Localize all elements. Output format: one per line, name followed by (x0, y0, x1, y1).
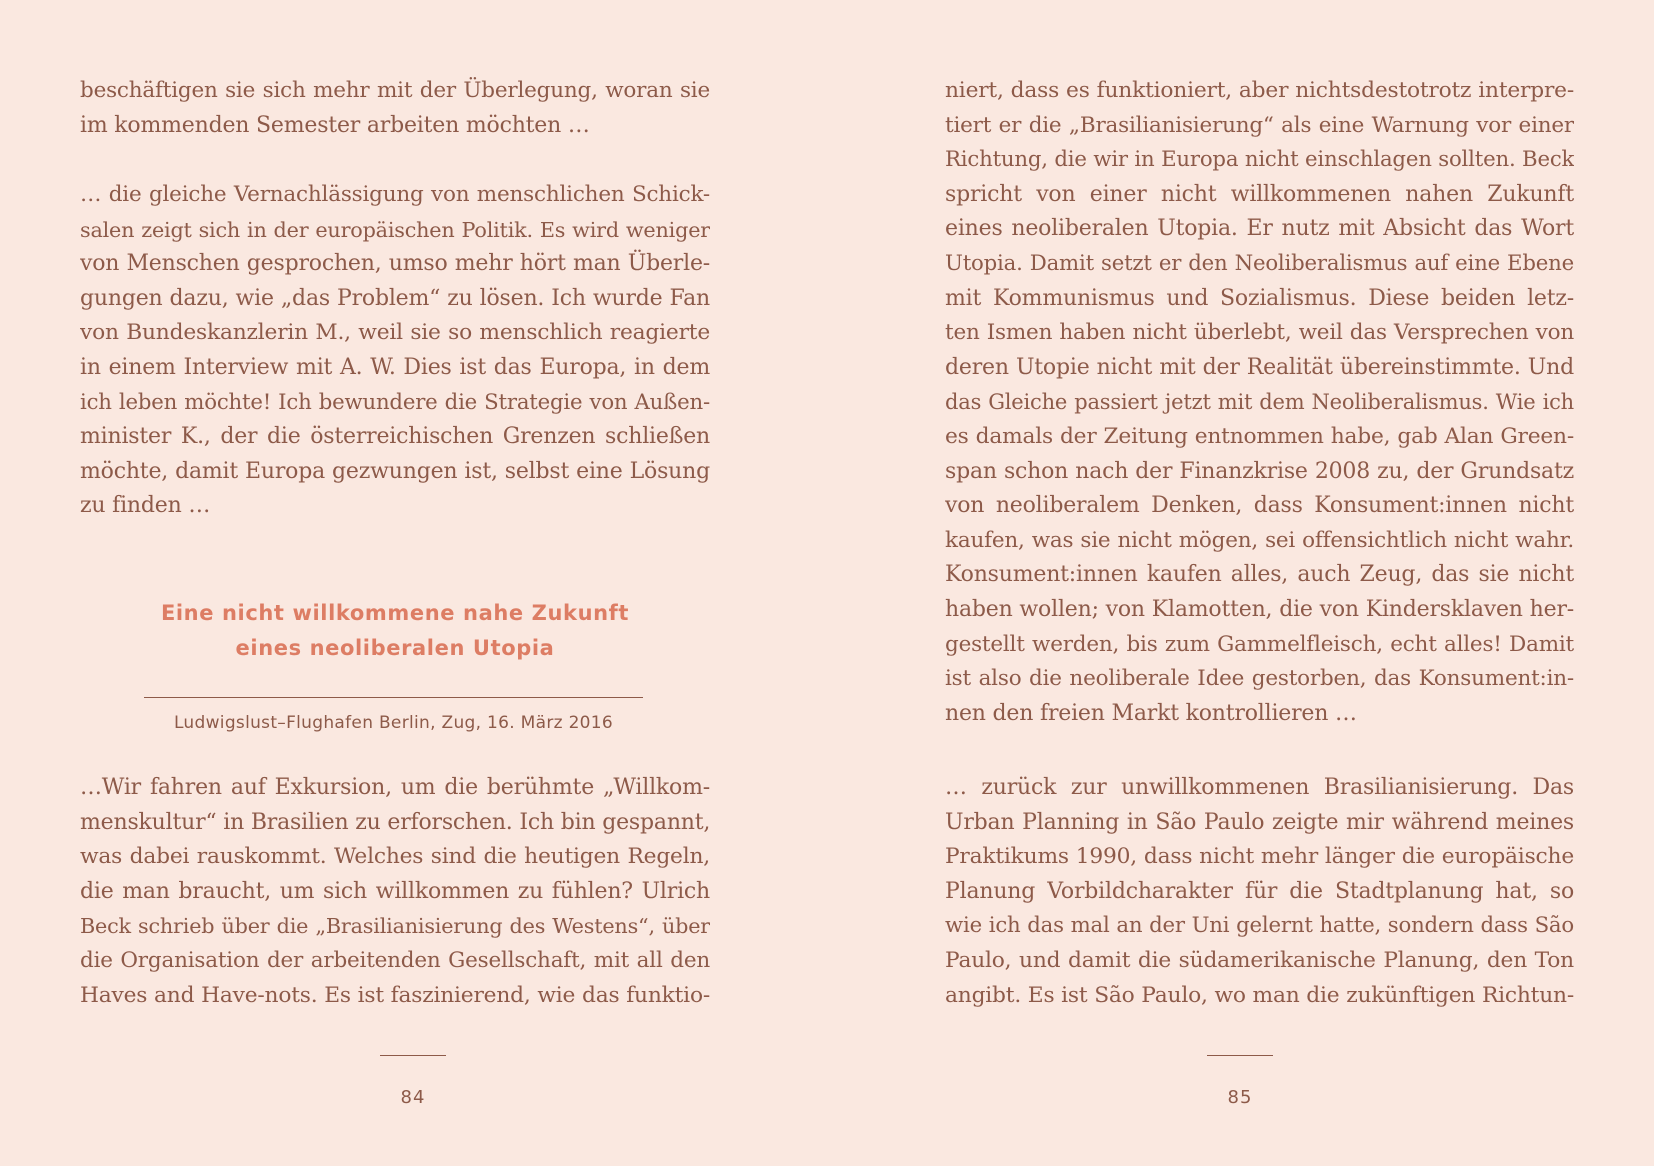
text-line: im kommenden Semester arbeiten möchten … (80, 112, 590, 138)
text-line: menskultur“ in Brasilien zu erforschen. Ich bin gespannt, (80, 809, 710, 835)
text-line: haben wollen; von Klamotten, die von Kindersklaven her- (945, 596, 1574, 622)
text-line: von neoliberalem Denken, dass Konsument:innen nicht (945, 493, 1574, 519)
text-line: deren Utopie nicht mit der Realität übereinstimmte. Und (945, 354, 1574, 380)
text-line: was dabei rauskommt. Welches sind die heutigen Regeln, (80, 844, 710, 870)
left-paragraph-2 (80, 178, 710, 524)
text-line: mit Kommunismus und Sozialismus. Diese beiden letz- (945, 285, 1574, 311)
page-number: 85 (1227, 1087, 1253, 1108)
folio-rule (1207, 1055, 1273, 1056)
text-line: minister K., der die österreichischen Grenzen schließen (80, 424, 710, 450)
text-line: … zurück zur unwillkommenen Brasilianisierung. Das (945, 775, 1574, 800)
dateline-rule (144, 697, 643, 698)
text-line: die man braucht, um sich willkommen zu fühlen? Ulrich (80, 878, 710, 904)
text-line: die Organisation der arbeitenden Gesellschaft, mit all den (80, 947, 710, 973)
text-line: eines neoliberalen Utopia. Er nutz mit Absicht das Wort (945, 216, 1574, 242)
text-line: gestellt werden, bis zum Gammelfleisch, echt alles! Damit (945, 631, 1574, 657)
section-heading-line: Eine nicht willkommene nahe Zukunft (160, 601, 630, 625)
text-line: zu finden … (80, 493, 211, 519)
left-paragraph-1 (80, 74, 710, 143)
right-paragraph-1 (945, 74, 1574, 731)
text-line: spricht von einer nicht willkommenen nahen Zukunft (945, 181, 1574, 207)
right-paragraph-2 (945, 771, 1574, 1013)
text-line: niert, dass es funktioniert, aber nichtsdestotrotz interpre- (945, 78, 1574, 103)
text-line: wie ich das mal an der Uni gelernt hatte, sondern dass São (945, 913, 1574, 939)
text-line: kaufen, was sie nicht mögen, sei offensichtlich nicht wahr. (945, 527, 1574, 553)
text-line: Urban Planning in São Paulo zeigte mir während meines (945, 809, 1574, 835)
text-line: das Gleiche passiert jetzt mit dem Neoliberalismus. Wie ich (945, 390, 1574, 415)
text-line: Richtung, die wir in Europa nicht einschlagen sollten. Beck (945, 147, 1574, 173)
text-line: Praktikums 1990, dass nicht mehr länger die europäische (945, 844, 1574, 870)
text-line: … die gleiche Vernachlässigung von menschlichen Schick- (80, 182, 710, 207)
text-line: von Bundeskanzlerin M., weil sie so menschlich reagierte (80, 320, 710, 346)
text-line: möchte, damit Europa gezwungen ist, selbst eine Lösung (80, 458, 710, 484)
left-paragraph-3 (80, 771, 710, 1013)
text-line: Konsument:innen kaufen alles, auch Zeug, das sie nicht (945, 562, 1574, 588)
right-page (827, 0, 1654, 1166)
text-line: nen den freien Markt kontrollieren … (945, 700, 1357, 726)
text-line: angibt. Es ist São Paulo, wo man die zukünftigen Richtun- (945, 982, 1574, 1008)
section-heading-line: eines neoliberalen Utopia (235, 636, 555, 660)
text-line: Haves and Have-nots. Es ist faszinierend, wie das funktio- (80, 982, 710, 1008)
page-number: 84 (400, 1087, 426, 1108)
text-line: Planung Vorbildcharakter für die Stadtplanung hat, so (945, 878, 1574, 904)
folio-rule (380, 1055, 446, 1056)
text-line: es damals der Zeitung entnommen habe, gab Alan Green- (945, 423, 1574, 449)
text-line: …Wir fahren auf Exkursion, um die berühmte „Willkom- (80, 775, 710, 800)
text-line: gungen dazu, wie „das Problem“ zu lösen. Ich wurde Fan (80, 285, 710, 311)
text-line: ten Ismen haben nicht überlebt, weil das Versprechen von (945, 320, 1574, 346)
text-line: tiert er die „Brasilianisierung“ als eine Warnung vor einer (945, 112, 1574, 138)
dateline: Ludwigslust–Flughafen Berlin, Zug, 16. März 2016 (173, 713, 614, 733)
text-line: salen zeigt sich in der europäischen Politik. Es wird weniger (80, 217, 710, 242)
section-heading (80, 596, 710, 666)
text-line: beschäftigen sie sich mehr mit der Überlegung, woran sie (80, 78, 710, 103)
text-line: ich leben möchte! Ich bewundere die Strategie von Außen- (80, 389, 710, 415)
text-line: Utopia. Damit setzt er den Neoliberalismus auf eine Ebene (945, 250, 1574, 276)
text-line: Beck schrieb über die „Brasilianisierung des Westens“, über (80, 914, 710, 939)
text-line: Paulo, und damit die südamerikanische Planung, den Ton (945, 947, 1574, 973)
text-line: ist also die neoliberale Idee gestorben, das Konsument:in- (945, 666, 1574, 692)
text-line: von Menschen gesprochen, umso mehr hört man Überle- (80, 251, 710, 277)
text-line: in einem Interview mit A. W. Dies ist das Europa, in dem (80, 354, 710, 380)
text-line: span schon nach der Finanzkrise 2008 zu, der Grundsatz (945, 458, 1574, 484)
